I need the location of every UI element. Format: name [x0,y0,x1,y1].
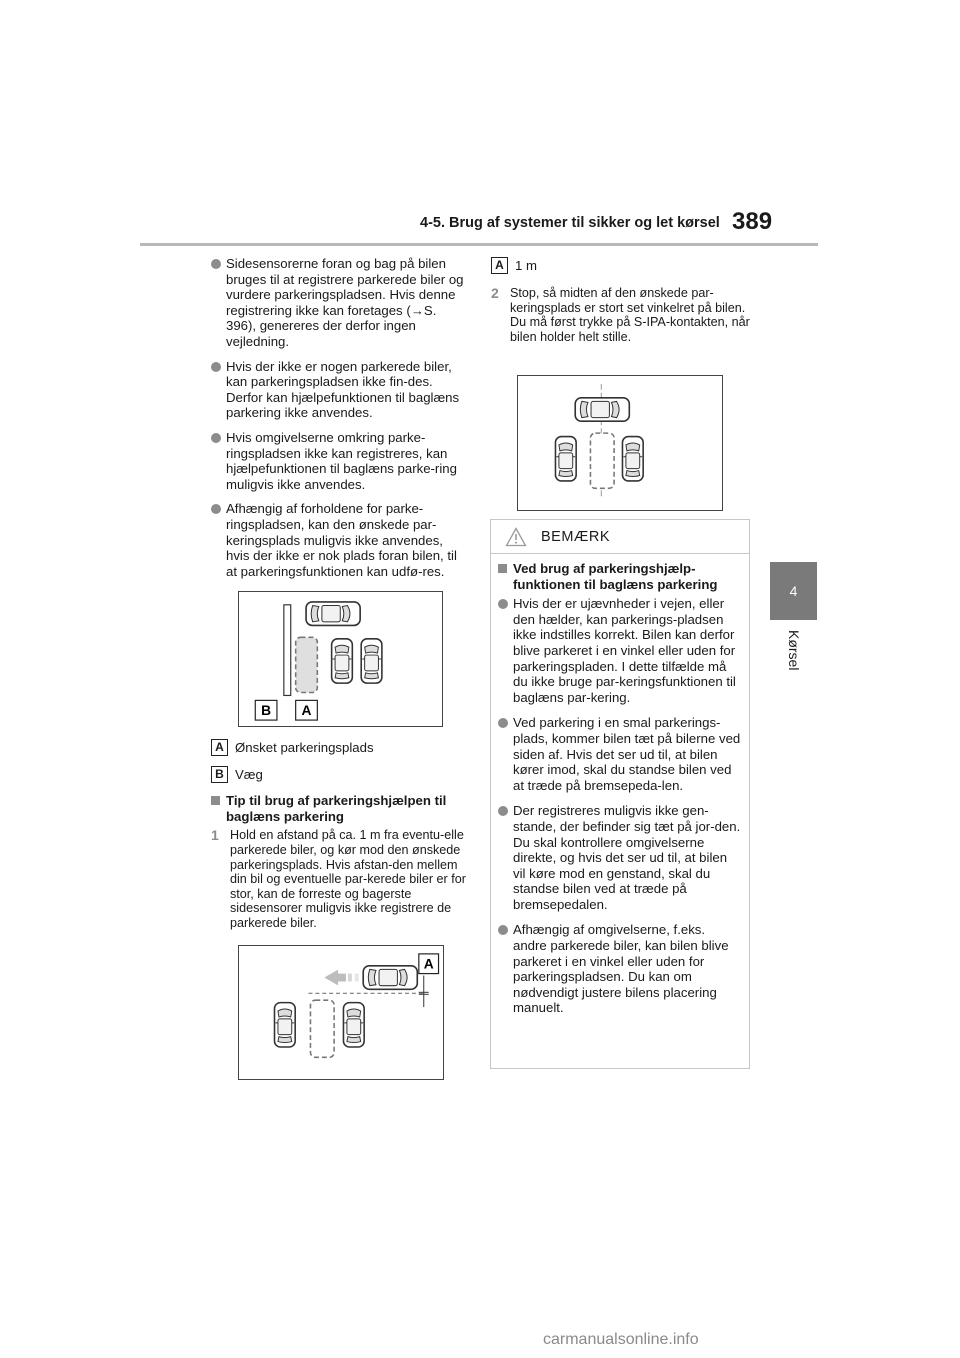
chapter-label: Kørsel [786,630,802,671]
approach-figure [238,945,444,1080]
note-title: BEMÆRK [541,529,611,545]
legend-letter: B [211,766,228,783]
note-header [491,520,749,554]
label-a: A [301,703,312,719]
header-divider [140,243,818,246]
bullet-item: Hvis der er ujævnheder i vejen, eller den hælder, kan parkerings-pladsen ikke indstilles korrekt. Bilen kan derfor blive parkeret i en vinkel eller uden for parkeringspladen. I dette tilfælde må du ikke bruge par-keringsfunktionen til baglæns par-kering. [497,596,741,705]
warning-icon [505,527,527,547]
right-column [490,257,755,344]
tip-heading: Tip til brug af parkeringshjælpen til baglæns parkering [210,793,468,824]
note-body [491,554,749,1016]
bullet-item: Ved parkering i en smal parkerings-plads, kommer bilen tæt på bilerne ved siden af. Hvis det ser ud til, at bilen kører imod, skal du standse bilen ved at træde på bremsepeda-len. [497,715,741,793]
step-number: 2 [491,285,499,301]
legend-text: Væg [235,766,263,782]
watermark: carmanualsonline.info [543,1331,699,1348]
bullet-item: Hvis der ikke er nogen parkerede biler, kan parkeringspladsen ikke fin-des. Derfor kan hjælpefunktionen til baglæns parkering ikke anvendes. [210,359,468,421]
car-icon [343,1002,364,1046]
direction-arrow-icon [324,969,346,985]
bullet-item: Hvis omgivelserne omkring parke-ringspladsen ikke kan registreres, kan hjælpefunktionen til baglæns parke-ring muligvis ikke anvendes. [210,430,468,492]
page-number: 389 [732,208,773,235]
bullet-item: Afhængig af forholdene for parke-ringspladsen, kan den ønskede par-keringsplads muligvis ikke anvendes, hvis der ikke er nok plads foran bilen, til at parkeringsfunktionen kan udfø-res. [210,501,468,579]
bullet-item: Sidesensorerne foran og bag på bilen bruges til at registrere parkerede biler og vurdere parkeringspladsen. Hvis denne registrering ikke kan foretages (→S. 396), genereres der derfor ingen vejledning. [210,256,468,350]
target-space [296,638,318,693]
stop-position-figure [517,375,723,511]
section-title: 4-5. Brug af systemer til sikker og let kørsel [420,215,720,231]
legend-item [210,766,468,783]
car-icon [555,437,576,481]
legend-item [210,739,468,756]
legend-item [490,257,755,274]
note-heading: Ved brug af parkeringshjælp-funktionen til baglæns parkering [497,561,741,592]
left-column [210,256,468,1092]
note-box [490,519,750,1069]
target-space [590,433,614,488]
legend-text: Ønsket parkeringsplads [235,739,374,755]
step-text: Hold en afstand på ca. 1 m fra eventu-elle parkerede biler, og kør mod den ønskede parkeringsplads. Hvis afstan-den mellem din bil og eventuelle par-kerede biler er for stor, kan de forreste og bagerste sidesensorer muligvis ikke registrere de parkerede biler. [230,828,466,931]
step-item [210,828,468,930]
label-a: A [423,956,434,972]
step-item [490,286,755,344]
bullet-item: Der registreres muligvis ikke gen-stande, der befinder sig tæt på jor-den. Du skal kontrollere omgivelserne direkte, og hvis det ser ud til, at bilen vil køre mod en genstand, skal du standse bilen ved at træde på bremsepedalen. [497,803,741,912]
wall-icon [284,605,291,696]
car-icon [306,602,360,625]
wall-parking-figure [238,591,443,727]
car-icon [275,1002,296,1046]
label-b: B [261,703,272,719]
target-space [310,1000,334,1057]
car-icon [363,965,417,988]
bullet-item: Afhængig af omgivelserne, f.eks. andre parkerede biler, kan bilen blive parkeret i en vinkel eller uden for parkeringspladsen. Du kan om nødvendigt justere bilens placering manuelt. [497,922,741,1016]
car-icon [361,639,382,683]
chapter-tab[interactable]: 4 [770,562,817,620]
car-icon [575,398,629,421]
legend-text: 1 m [515,257,537,273]
legend-letter: A [211,739,228,756]
step-text: Stop, så midten af den ønskede par-keringsplads er stort set vinkelret på bilen. Du må først trykke på S-IPA-kontakten, når bilen holder helt stille. [510,286,750,344]
car-icon [622,437,643,481]
step-number: 1 [211,827,219,844]
car-icon [332,639,353,683]
legend-letter: A [491,257,508,274]
